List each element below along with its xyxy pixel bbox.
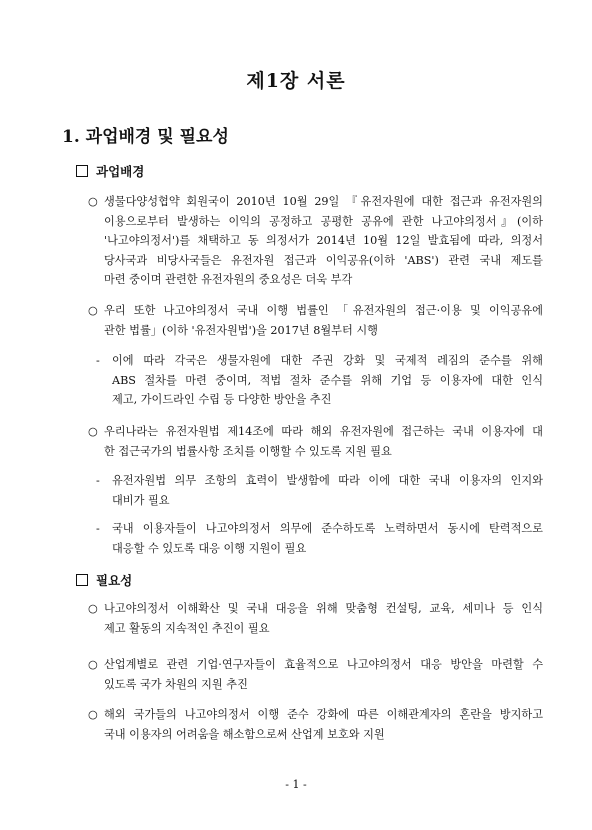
text-line: 우리나라는 유전자원법 제14조에 따라 해외 유전자원에 접근하는 국내 이용자에 대 (104, 425, 543, 438)
chapter-title: 제1장 서론 (246, 70, 346, 92)
list-item (88, 655, 543, 694)
list-item (88, 422, 543, 461)
text-line: 산업계별로 관련 기업·연구자들이 효율적으로 나고야의정서 대응 방안을 마련할 수 (104, 658, 543, 671)
text-line: 대비가 필요 (112, 493, 170, 507)
circle-bullet-icon: ○ (88, 602, 98, 615)
text-line: 나고야의정서 이해확산 및 국내 대응을 위해 맞춤형 컨설팅, 교육, 세미나 등 인식 (104, 602, 543, 615)
circle-bullet-icon: ○ (88, 708, 98, 721)
text-line: 당사국과 비당사국들은 유전자원 접근과 이익공유(이하 'ABS') 관련 국내 제도를 (104, 253, 543, 267)
text-line: 국내 이용자의 어려움을 해소함으로써 산업계 보호와 지원 (104, 727, 385, 741)
text-line: 유전자원법 의무 조항의 효력이 발생함에 따라 이에 대한 국내 이용자의 인지와 (112, 474, 543, 487)
text-line: 관한 법률」(이하 '유전자원법')을 2017년 8월부터 시행 (104, 323, 378, 337)
text-line: 제고 활동의 지속적인 추진이 필요 (104, 621, 270, 635)
text-line: 해외 국가들의 나고야의정서 이행 준수 강화에 따른 이해관계자의 혼란을 방지하고 (104, 708, 543, 721)
subsection-heading-background (76, 162, 144, 180)
dash-bullet-icon: - (96, 522, 100, 535)
text-line: 있도록 국가 차원의 지원 추진 (104, 677, 248, 691)
text-line: ABS 절차를 마련 중이며, 적법 절차 준수를 위해 기업 등 이용자에 대한 인식 (112, 373, 543, 387)
page-number: - 1 - (285, 778, 307, 791)
text-line: 마련 중이며 관련한 유전자원의 중요성은 더욱 부각 (104, 273, 353, 286)
list-item (88, 301, 543, 340)
list-item (96, 519, 543, 558)
subsection-heading-label: 필요성 (96, 573, 133, 588)
checkbox-square-icon (76, 165, 88, 177)
text-line: 제고, 가이드라인 수립 등 다양한 방안을 추진 (112, 393, 332, 406)
list-item (96, 471, 543, 510)
text-line: 우리 또한 나고야의정서 국내 이행 법률인 「유전자원의 접근·이용 및 이익공유에 (104, 304, 543, 317)
text-line: 한 접근국가의 법률사항 조치를 이행할 수 있도록 지원 필요 (104, 444, 392, 458)
circle-bullet-icon: ○ (88, 304, 98, 317)
text-line: 대응할 수 있도록 대응 이행 지원이 필요 (112, 541, 307, 555)
list-item (88, 599, 543, 638)
circle-bullet-icon: ○ (88, 658, 98, 671)
subsection-heading-necessity (76, 571, 132, 589)
dash-bullet-icon: - (96, 474, 100, 487)
circle-bullet-icon: ○ (88, 195, 98, 208)
list-item (88, 192, 543, 290)
list-item (96, 351, 543, 410)
text-line: 생물다양성협약 회원국이 2010년 10월 29일 『유전자원에 대한 접근과 유전자원의 (104, 195, 543, 208)
circle-bullet-icon: ○ (88, 425, 98, 438)
text-line: 국내 이용자들이 나고야의정서 의무에 준수하도록 노력하면서 동시에 탄력적으로 (112, 522, 543, 535)
section-heading: 1. 과업배경 및 필요성 (62, 127, 229, 147)
subsection-heading-label: 과업배경 (96, 164, 145, 179)
dash-bullet-icon: - (96, 354, 100, 367)
text-line: 이에 따라 각국은 생물자원에 대한 주권 강화 및 국제적 레짐의 준수를 위해 (112, 354, 543, 367)
checkbox-square-icon (76, 574, 88, 586)
text-line: 이용으로부터 발생하는 이익의 공정하고 공평한 공유에 관한 나고야의정서』(이하 (104, 214, 543, 228)
list-item (88, 705, 543, 744)
text-line: '나고야의정서')를 채택하고 동 의정서가 2014년 10월 12일 발효됨에 따라, 의정서 (104, 234, 543, 247)
